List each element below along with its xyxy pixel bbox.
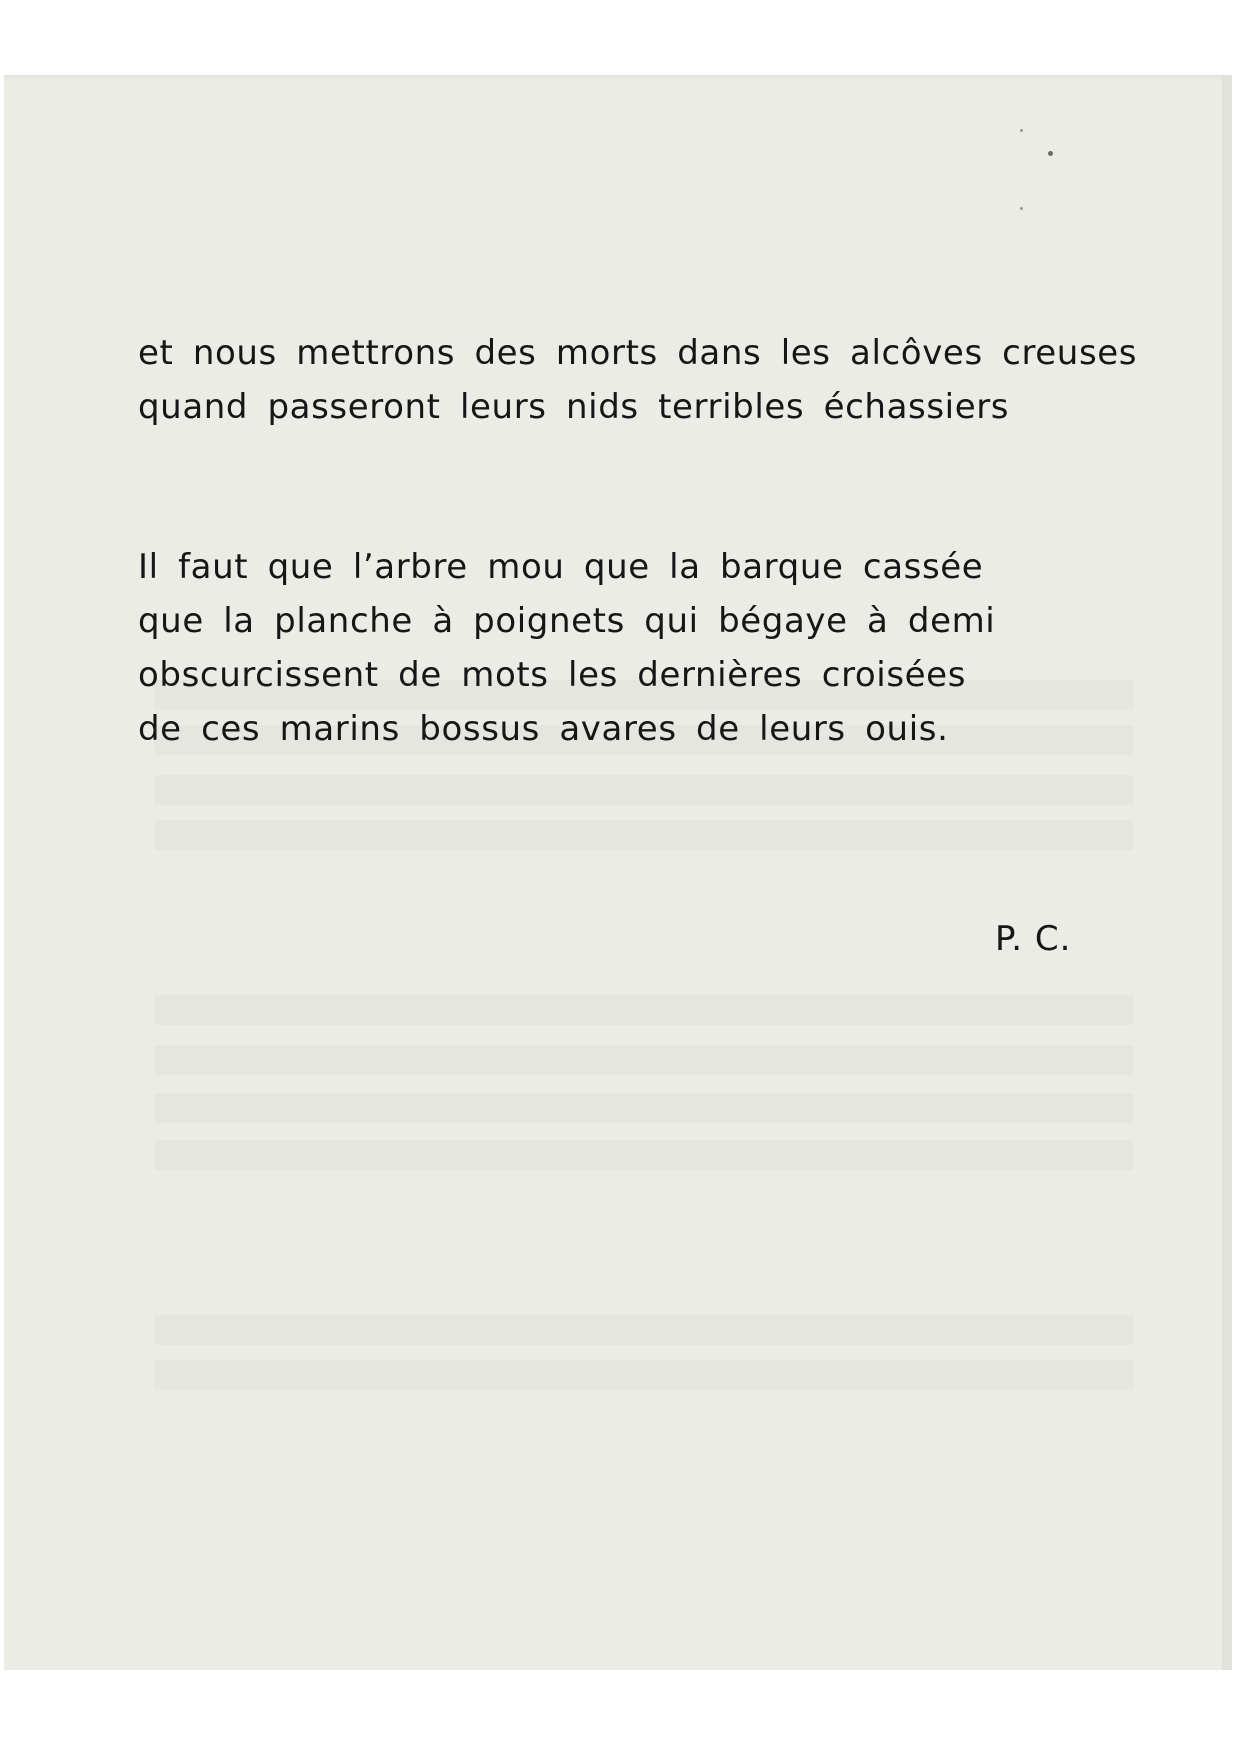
stanza-1	[138, 326, 1137, 434]
verse-line: Il faut que l’arbre mou que la barque cassée	[138, 547, 984, 587]
show-through-mark	[154, 1360, 1134, 1390]
verse-line: quand passeront leurs nids terribles échassiers	[138, 387, 1010, 427]
paper-speck	[1048, 151, 1053, 156]
stanza-2	[138, 540, 995, 756]
show-through-mark	[154, 1140, 1134, 1170]
show-through-mark	[154, 775, 1134, 805]
paper-sheet	[4, 75, 1232, 1670]
show-through-mark	[154, 1315, 1134, 1345]
author-signature-initials: P. C.	[995, 919, 1072, 959]
paper-speck	[1020, 129, 1023, 132]
verse-line: de ces marins bossus avares de leurs ouis.	[138, 709, 949, 749]
paper-speck	[1020, 207, 1023, 210]
show-through-mark	[154, 1045, 1134, 1075]
show-through-mark	[154, 995, 1134, 1025]
show-through-mark	[154, 820, 1134, 850]
paper-top-edge	[4, 75, 1222, 81]
verse-line: et nous mettrons des morts dans les alcôves creuses	[138, 333, 1138, 373]
show-through-mark	[154, 1093, 1134, 1123]
verse-line: que la planche à poignets qui bégaye à demi	[138, 601, 996, 641]
verse-line: obscurcissent de mots les dernières croisées	[138, 655, 967, 695]
